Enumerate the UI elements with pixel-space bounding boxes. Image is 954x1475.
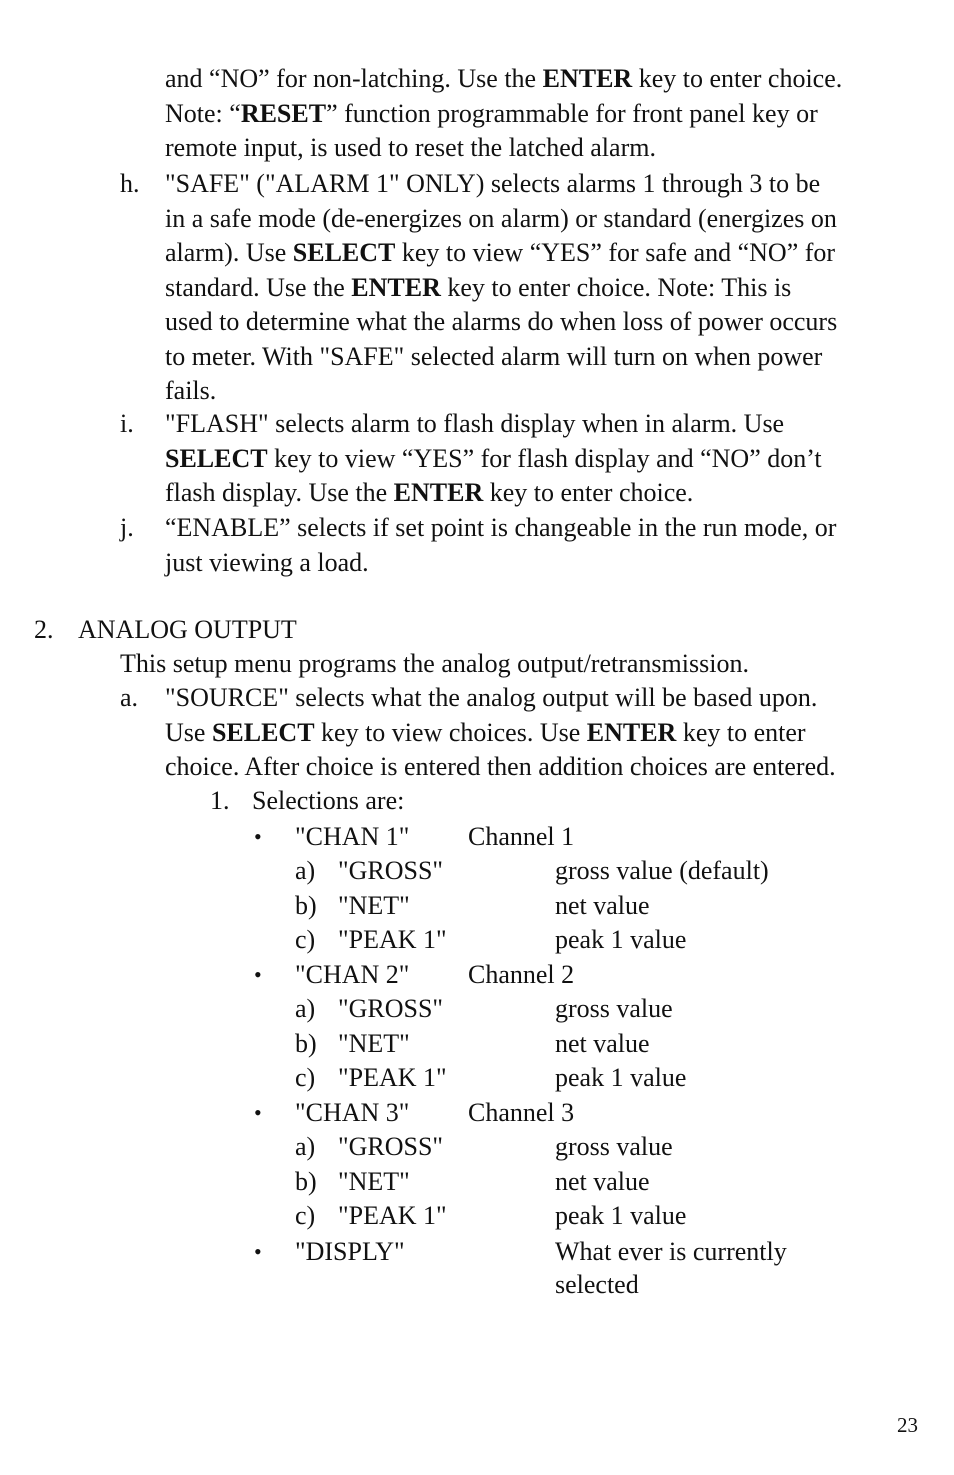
text-run: “ENABLE” selects if set point is changeable in the run mode, or: [165, 513, 837, 542]
text-run: key to enter choice.: [483, 478, 694, 507]
paragraph-line: [165, 133, 656, 163]
key-name: ENTER: [393, 478, 484, 507]
paragraph-line: [165, 99, 818, 129]
paragraph-line: [165, 444, 822, 474]
channel-name: "CHAN 3": [295, 1098, 410, 1127]
text-run: just viewing a load.: [165, 547, 369, 577]
option-letter: b): [295, 890, 317, 920]
text-run: alarm). Use: [165, 238, 293, 267]
paragraph-line: [165, 409, 784, 439]
option-description: peak 1 value: [555, 1201, 687, 1230]
paragraph-line: [165, 307, 837, 337]
bullet-glyph: •: [254, 1100, 262, 1125]
text-run: fails.: [165, 376, 217, 405]
option-letter: a): [295, 856, 316, 885]
option-description: gross value: [555, 994, 673, 1023]
text-run: "SAFE" ("ALARM 1" ONLY) selects alarms 1 through 3 to be: [165, 169, 821, 198]
text-run: choice. After choice is entered then addition choices are entered.: [165, 752, 836, 781]
key-name: SELECT: [292, 238, 396, 267]
channel-name: "CHAN 1": [295, 822, 410, 851]
paragraph-line: [165, 548, 369, 578]
text-run: key to enter: [676, 717, 806, 747]
paragraph-line: [165, 683, 817, 713]
key-name: SELECT: [211, 717, 315, 747]
channel-name: "CHAN 2": [295, 960, 410, 989]
option-name: "GROSS": [338, 856, 444, 885]
text-run: in a safe mode (de-energizes on alarm) or standard (energizes on: [165, 203, 837, 233]
key-name: ENTER: [586, 717, 677, 747]
text-run: key to view “YES” for flash display and “NO” don’t: [267, 443, 822, 473]
option-letter: b): [295, 1166, 317, 1196]
key-name: SELECT: [165, 443, 268, 473]
text-run: key to view choices. Use: [314, 717, 587, 747]
text-run: ” function programmable for front panel key or: [326, 98, 818, 128]
paragraph-line: [165, 752, 836, 782]
bullet-glyph: •: [254, 824, 262, 849]
option-name: "PEAK 1": [338, 925, 447, 954]
display-name: "DISPLY": [295, 1237, 405, 1266]
option-name: "PEAK 1": [338, 1063, 447, 1092]
text-run: flash display. Use the: [165, 478, 394, 507]
option-letter: b): [295, 1028, 317, 1058]
key-name: RESET: [240, 98, 327, 128]
text-run: "FLASH" selects alarm to flash display when in alarm. Use: [165, 409, 785, 438]
option-letter: c): [295, 925, 316, 954]
paragraph-line: [165, 204, 837, 234]
option-letter: c): [295, 1201, 316, 1230]
list-marker: h.: [120, 169, 140, 198]
text-run: standard. Use the: [165, 272, 352, 302]
option-description: peak 1 value: [555, 1063, 687, 1092]
section-intro: This setup menu programs the analog output/retransmission.: [120, 649, 749, 678]
option-description: gross value: [555, 1132, 673, 1161]
bullet-glyph: •: [254, 962, 262, 987]
option-name: "NET": [338, 1166, 410, 1196]
paragraph-line: [165, 342, 822, 372]
text-run: Note: “: [165, 98, 241, 128]
list-marker: i.: [120, 409, 134, 438]
list-marker: j.: [120, 513, 134, 542]
key-name: ENTER: [542, 64, 633, 93]
text-run: key to enter choice.: [632, 64, 843, 93]
bullet-glyph: •: [254, 1239, 262, 1264]
option-description: peak 1 value: [555, 925, 687, 954]
text-run: key to enter choice. Note: This is: [440, 272, 792, 302]
section-number: 2.: [34, 615, 54, 644]
sub-list-label: Selections are:: [252, 786, 405, 815]
paragraph-line: [165, 273, 791, 303]
option-description: net value: [555, 1166, 650, 1196]
text-run: remote input, is used to reset the latched alarm.: [165, 133, 656, 162]
option-description: net value: [555, 890, 650, 920]
list-marker: a.: [120, 683, 139, 712]
paragraph-line: [165, 169, 820, 199]
page-number: 23: [897, 1413, 918, 1437]
option-letter: c): [295, 1063, 316, 1092]
channel-description: Channel 3: [468, 1098, 575, 1127]
text-run: "SOURCE" selects what the analog output will be based upon.: [165, 683, 818, 712]
paragraph-line: [165, 238, 835, 268]
paragraph-line: [165, 376, 216, 406]
option-description: gross value (default): [555, 856, 769, 885]
option-letter: a): [295, 994, 316, 1023]
paragraph-line: [165, 478, 693, 508]
channel-description: Channel 1: [468, 822, 575, 851]
option-name: "NET": [338, 1028, 410, 1058]
paragraph-line: [165, 718, 806, 748]
paragraph-line: [165, 513, 836, 543]
text-run: used to determine what the alarms do when loss of power occurs: [165, 307, 838, 336]
text-run: and “NO” for non-latching. Use the: [165, 64, 543, 93]
option-description: net value: [555, 1028, 650, 1058]
option-name: "GROSS": [338, 994, 444, 1023]
sub-list-number: 1.: [210, 786, 230, 815]
option-name: "GROSS": [338, 1132, 444, 1161]
display-description: What ever is currently: [555, 1237, 787, 1266]
text-run: Use: [165, 717, 212, 747]
option-name: "NET": [338, 890, 410, 920]
option-name: "PEAK 1": [338, 1201, 447, 1230]
display-description: selected: [555, 1270, 639, 1299]
text-run: key to view “YES” for safe and “NO” for: [395, 238, 836, 267]
section-title: ANALOG OUTPUT: [78, 615, 297, 644]
key-name: ENTER: [351, 272, 441, 302]
option-letter: a): [295, 1132, 316, 1161]
paragraph-line: [165, 64, 842, 94]
channel-description: Channel 2: [468, 960, 575, 989]
text-run: to meter. With "SAFE" selected alarm will turn on when power: [165, 341, 823, 371]
